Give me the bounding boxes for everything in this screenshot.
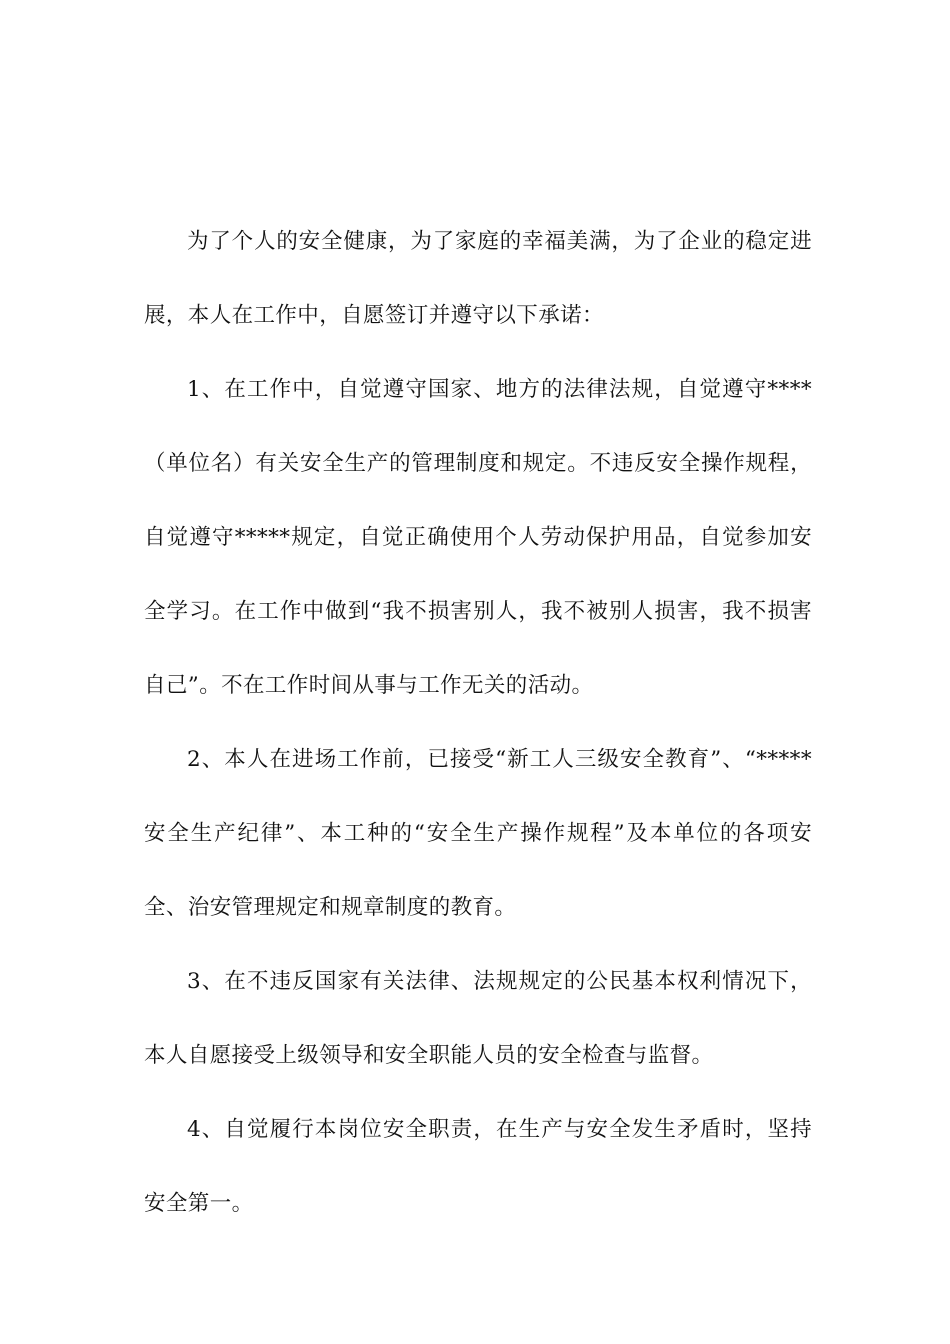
paragraph-intro: 为了个人的安全健康，为了家庭的幸福美满，为了企业的稳定进展，本人在工作中，自愿签订并遵守以下承诺： [144, 229, 812, 328]
document-body [144, 205, 812, 1241]
paragraph-item-2: 2、本人在进场工作前，已接受“新工人三级安全教育”、“*****安全生产纪律”、本工种的“安全生产操作规程”及本单位的各项安全、治安管理规定和规章制度的教育。 [144, 747, 812, 920]
paragraph-item-3: 3、在不违反国家有关法律、法规规定的公民基本权利情况下，本人自愿接受上级领导和安全职能人员的安全检查与监督。 [144, 969, 812, 1068]
paragraph-item-4: 4、自觉履行本岗位安全职责，在生产与安全发生矛盾时，坚持安全第一。 [144, 1117, 812, 1216]
paragraph-item-1: 1、在工作中，自觉遵守国家、地方的法律法规，自觉遵守****（单位名）有关安全生产的管理制度和规定。不违反安全操作规程，自觉遵守*****规定，自觉正确使用个人劳动保护用品，自觉参加安全学习。在工作中做到“我不损害别人，我不被别人损害，我不损害自己”。不在工作时间从事与工作无关的活动。 [144, 377, 812, 698]
